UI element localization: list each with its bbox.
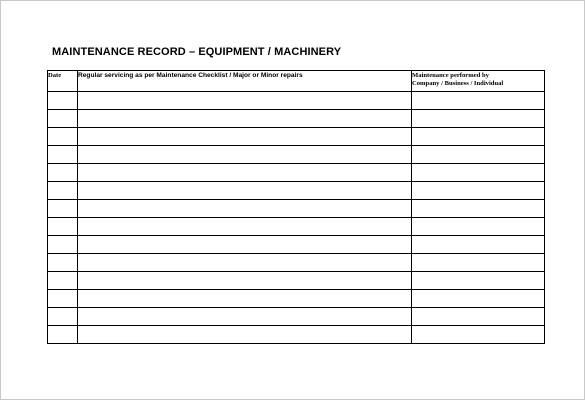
table-row xyxy=(48,146,545,164)
servicing-cell[interactable] xyxy=(78,272,412,290)
servicing-cell[interactable] xyxy=(78,182,412,200)
header-maintenance-performed-by xyxy=(412,71,545,92)
date-cell[interactable] xyxy=(48,326,78,344)
performed-by-cell[interactable] xyxy=(412,308,545,326)
performed-by-cell[interactable] xyxy=(412,272,545,290)
table-row xyxy=(48,110,545,128)
performed-by-cell[interactable] xyxy=(412,236,545,254)
performed-by-cell[interactable] xyxy=(412,254,545,272)
maintenance-record-table xyxy=(47,70,545,344)
table-row xyxy=(48,254,545,272)
table-body xyxy=(48,92,545,344)
servicing-cell[interactable] xyxy=(78,92,412,110)
table-row xyxy=(48,326,545,344)
date-cell[interactable] xyxy=(48,218,78,236)
date-cell[interactable] xyxy=(48,308,78,326)
servicing-cell[interactable] xyxy=(78,200,412,218)
servicing-cell[interactable] xyxy=(78,128,412,146)
servicing-cell[interactable] xyxy=(78,218,412,236)
servicing-cell[interactable] xyxy=(78,164,412,182)
performed-by-cell[interactable] xyxy=(412,200,545,218)
header-regular-servicing: Regular servicing as per Maintenance Checklist / Major or Minor repairs xyxy=(78,71,412,92)
performed-by-cell[interactable] xyxy=(412,326,545,344)
table-row xyxy=(48,308,545,326)
table-row xyxy=(48,236,545,254)
date-cell[interactable] xyxy=(48,164,78,182)
date-cell[interactable] xyxy=(48,110,78,128)
date-cell[interactable] xyxy=(48,146,78,164)
table-row xyxy=(48,182,545,200)
performed-by-cell[interactable] xyxy=(412,128,545,146)
date-cell[interactable] xyxy=(48,200,78,218)
date-cell[interactable] xyxy=(48,236,78,254)
header-date: Date xyxy=(48,71,78,92)
servicing-cell[interactable] xyxy=(78,308,412,326)
servicing-cell[interactable] xyxy=(78,326,412,344)
header-maintenance-line2: Company / Business / Individual xyxy=(412,80,504,87)
date-cell[interactable] xyxy=(48,272,78,290)
date-cell[interactable] xyxy=(48,290,78,308)
performed-by-cell[interactable] xyxy=(412,146,545,164)
document-title: MAINTENANCE RECORD – EQUIPMENT / MACHINERY xyxy=(52,46,342,58)
table-row xyxy=(48,290,545,308)
date-cell[interactable] xyxy=(48,254,78,272)
servicing-cell[interactable] xyxy=(78,290,412,308)
performed-by-cell[interactable] xyxy=(412,164,545,182)
table-header-row xyxy=(48,71,545,92)
performed-by-cell[interactable] xyxy=(412,182,545,200)
date-cell[interactable] xyxy=(48,128,78,146)
date-cell[interactable] xyxy=(48,92,78,110)
table-row xyxy=(48,200,545,218)
performed-by-cell[interactable] xyxy=(412,290,545,308)
servicing-cell[interactable] xyxy=(78,146,412,164)
table-row xyxy=(48,272,545,290)
table-row xyxy=(48,92,545,110)
header-maintenance-line1: Maintenance performed by xyxy=(412,72,489,79)
table-row xyxy=(48,128,545,146)
table-row xyxy=(48,164,545,182)
servicing-cell[interactable] xyxy=(78,254,412,272)
performed-by-cell[interactable] xyxy=(412,92,545,110)
servicing-cell[interactable] xyxy=(78,236,412,254)
table-row xyxy=(48,218,545,236)
performed-by-cell[interactable] xyxy=(412,110,545,128)
performed-by-cell[interactable] xyxy=(412,218,545,236)
date-cell[interactable] xyxy=(48,182,78,200)
servicing-cell[interactable] xyxy=(78,110,412,128)
